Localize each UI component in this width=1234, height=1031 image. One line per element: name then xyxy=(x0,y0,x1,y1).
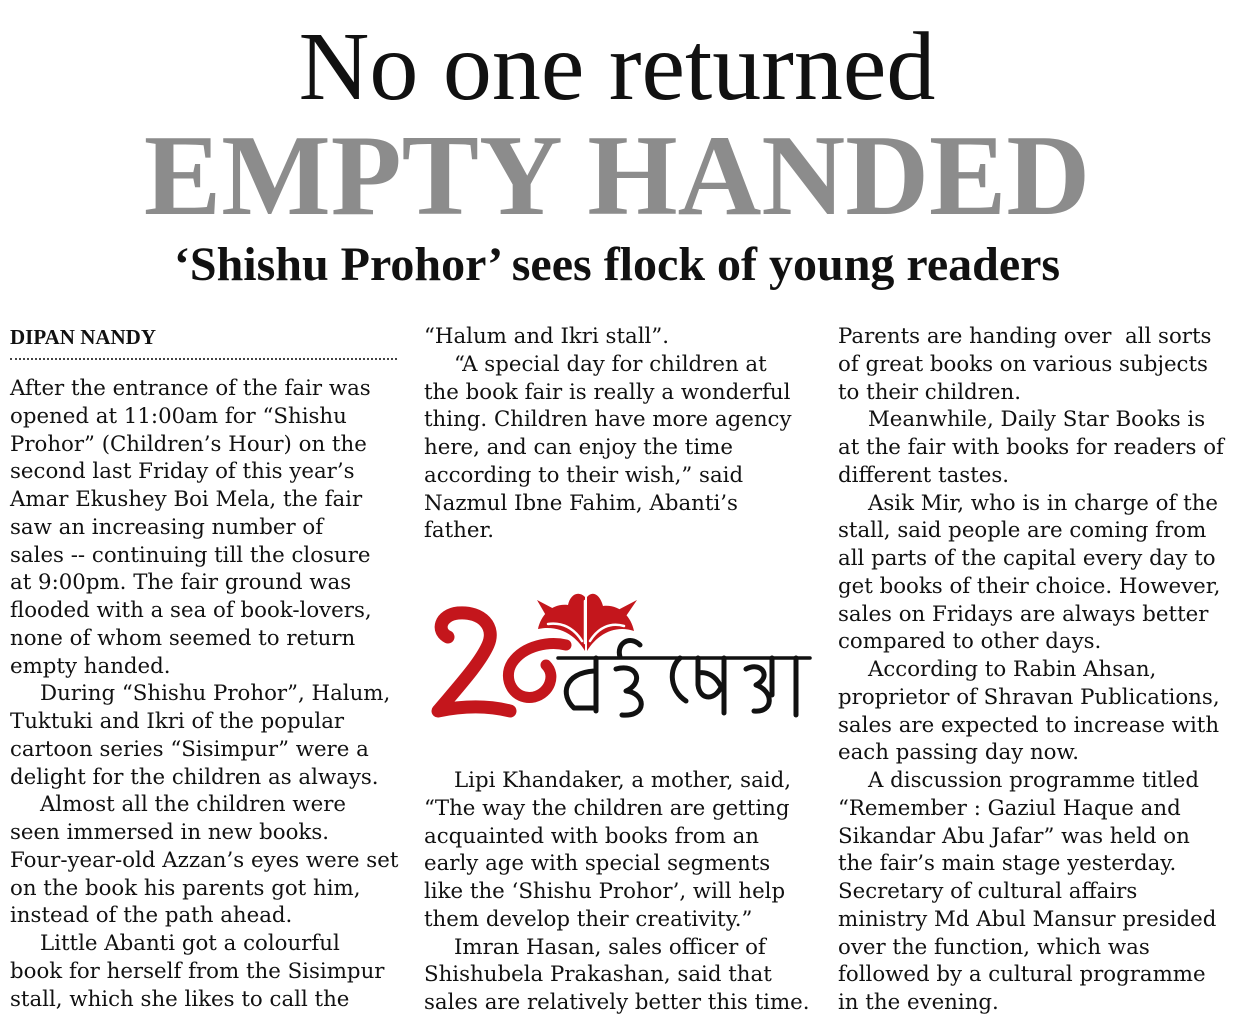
subheadline: ‘Shishu Prohor’ sees flock of young readers xyxy=(173,238,1061,291)
text-line: in the evening. xyxy=(838,990,999,1015)
text-line: stall, said people are coming from xyxy=(838,518,1207,544)
byline: DIPAN NANDY xyxy=(10,325,157,349)
text-line: “Remember : Gaziul Haque and xyxy=(838,795,1181,821)
text-line: them develop their creativity.” xyxy=(424,906,753,932)
text-line: sales -- continuing till the closure xyxy=(10,542,371,568)
text-line: stall, which she likes to call the xyxy=(10,986,350,1012)
paragraph xyxy=(838,490,1230,657)
text-line: “A special day for children at xyxy=(454,351,767,377)
text-line: followed by a cultural programme xyxy=(838,962,1206,988)
text-line: Four-year-old Azzan’s eyes were set xyxy=(10,847,399,873)
text-line: sales are relatively better this time. xyxy=(424,990,810,1015)
text-line: get books of their choice. However, xyxy=(838,573,1221,599)
text-line: sales are expected to increase with xyxy=(838,712,1220,738)
text-line: Lipi Khandaker, a mother, said, xyxy=(454,768,792,793)
text-line: book for herself from the Sisimpur xyxy=(10,958,385,984)
paragraph xyxy=(424,351,816,545)
text-line: Asik Mir, who is in charge of the xyxy=(868,490,1219,516)
article-column-1 xyxy=(10,375,400,1013)
paragraph-continued xyxy=(424,323,816,351)
byline-rule xyxy=(10,358,397,360)
text-line: Prohor” (Children’s Hour) on the xyxy=(10,431,367,457)
headline: No one returned xyxy=(298,13,936,121)
text-line: each passing day now. xyxy=(838,740,1079,766)
text-line: cartoon series “Sisimpur” were a xyxy=(10,736,369,762)
text-line: Sikandar Abu Jafar” was held on xyxy=(838,823,1190,849)
text-line: ministry Md Abul Mansur presided xyxy=(838,906,1217,932)
paragraph xyxy=(838,767,1230,1017)
paragraph xyxy=(838,656,1230,767)
article-column-3 xyxy=(838,323,1230,1017)
text-line: Nazmul Ibne Fahim, Abanti’s xyxy=(424,490,738,516)
text-line: at the fair with books for readers of xyxy=(838,435,1224,460)
text-line: none of whom seemed to return xyxy=(10,625,356,651)
book-fair-logo-figure xyxy=(424,545,816,767)
text-line: Secretary of cultural affairs xyxy=(838,879,1138,904)
text-line: Tuktuki and Ikri of the popular xyxy=(10,709,345,734)
text-line: seen immersed in new books. xyxy=(10,820,330,845)
paragraph xyxy=(424,934,816,1017)
book-fair-logo xyxy=(424,545,816,767)
headline-emphasis: EMPTY HANDED xyxy=(143,112,1091,240)
column-2-text-top xyxy=(424,323,816,545)
text-line: sales on Fridays are always better xyxy=(838,601,1209,627)
text-line: the fair’s main stage yesterday. xyxy=(838,851,1177,877)
text-line: “The way the children are getting xyxy=(424,795,790,821)
text-line: Amar Ekushey Boi Mela, the fair xyxy=(10,487,363,512)
text-line: early age with special segments xyxy=(424,851,771,877)
column-2-text-bottom xyxy=(424,767,816,1017)
text-line: over the function, which was xyxy=(838,934,1150,960)
text-line: “Halum and Ikri stall”. xyxy=(424,324,670,349)
text-line: proprietor of Shravan Publications, xyxy=(838,684,1220,710)
paragraph xyxy=(424,767,816,934)
text-line: After the entrance of the fair was xyxy=(10,376,371,401)
text-line: Meanwhile, Daily Star Books is xyxy=(868,407,1206,433)
text-line: like the ‘Shishu Prohor’, will help xyxy=(424,879,786,904)
text-line: thing. Children have more agency xyxy=(424,407,792,433)
text-line: acquainted with books from an xyxy=(424,823,759,849)
text-line: During “Shishu Prohor”, Halum, xyxy=(40,681,391,707)
text-line: A discussion programme titled xyxy=(868,768,1200,793)
text-line: instead of the path ahead. xyxy=(10,903,293,929)
text-line: Little Abanti got a colourful xyxy=(40,931,340,956)
text-line: Shishubela Prakashan, said that xyxy=(424,962,772,988)
paragraph xyxy=(838,406,1230,489)
text-line: Imran Hasan, sales officer of xyxy=(454,934,766,960)
logo-wordmark xyxy=(558,641,810,716)
text-line: opened at 11:00am for “Shishu xyxy=(10,403,347,429)
paragraph xyxy=(10,791,400,930)
paragraph-continued xyxy=(838,323,1230,406)
text-line: on the book his parents got him, xyxy=(10,875,361,901)
text-line: Parents are handing over all sorts xyxy=(838,324,1212,349)
text-line: at 9:00pm. The fair ground was xyxy=(10,570,352,596)
text-line: compared to other days. xyxy=(838,629,1102,655)
paragraph xyxy=(10,680,400,791)
text-line: here, and can enjoy the time xyxy=(424,435,733,460)
text-line: of great books on various subjects xyxy=(838,351,1208,377)
paragraph xyxy=(10,930,400,1013)
text-line: father. xyxy=(424,518,495,544)
text-line: Almost all the children were xyxy=(40,792,346,818)
paragraph xyxy=(10,375,400,680)
text-line: to their children. xyxy=(838,379,1021,405)
text-line: according to their wish,” said xyxy=(424,462,744,488)
text-line: flooded with a sea of book-lovers, xyxy=(10,598,372,623)
text-line: According to Rabin Ahsan, xyxy=(868,657,1157,682)
text-line: second last Friday of this year’s xyxy=(10,459,355,485)
text-line: delight for the children as always. xyxy=(10,764,379,790)
article-column-2 xyxy=(424,323,816,1017)
text-line: the book fair is really a wonderful xyxy=(424,379,791,405)
text-line: empty handed. xyxy=(10,653,171,679)
text-line: different tastes. xyxy=(838,462,1010,488)
text-line: saw an increasing number of xyxy=(10,514,324,540)
text-line: all parts of the capital every day to xyxy=(838,546,1216,571)
